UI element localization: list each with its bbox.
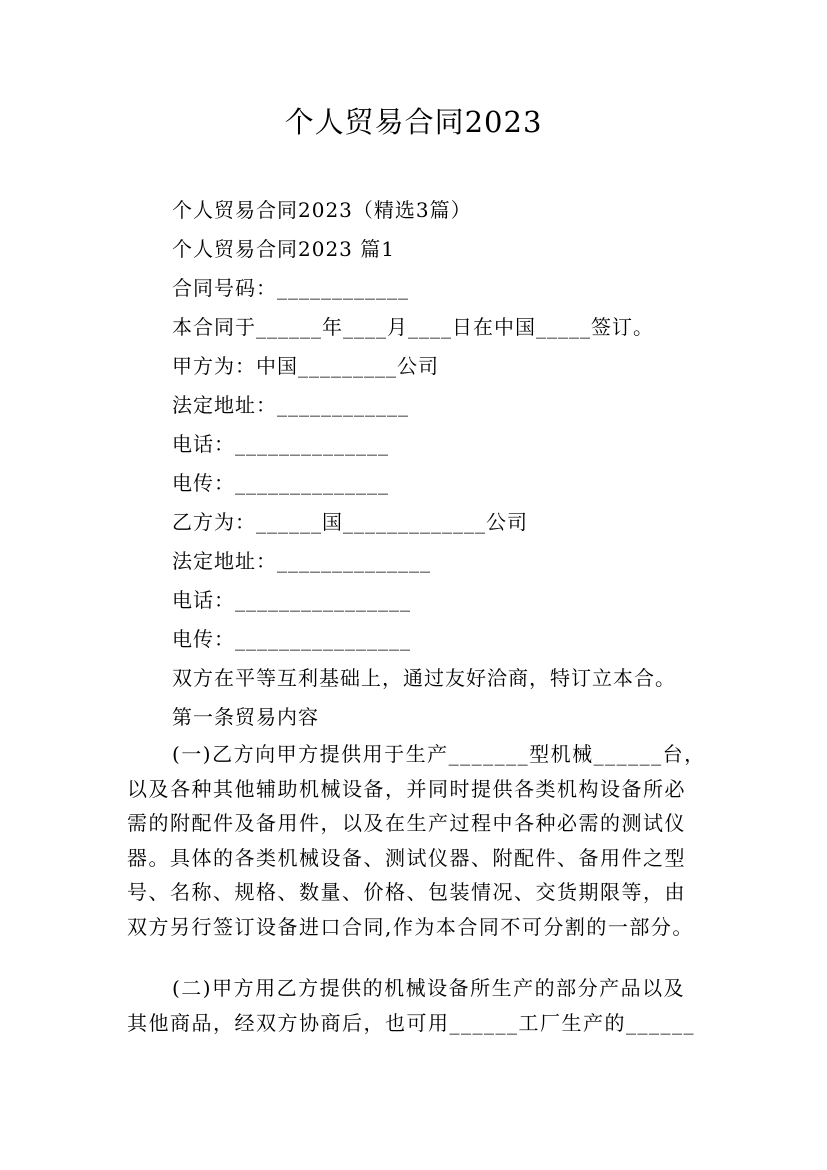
party-a-line: 甲方为：中国_________公司 bbox=[172, 354, 439, 378]
party-a-telex-line: 电传：______________ bbox=[172, 471, 389, 495]
paragraph-1-line: 以及各种其他辅助机械设备，并同时提供各类机构设备所必 bbox=[127, 776, 686, 801]
paragraph-2-line: (二)甲方用乙方提供的机械设备所生产的部分产品以及 bbox=[172, 976, 686, 1000]
document-title: 个人贸易合同2023 bbox=[284, 105, 543, 139]
party-b-address-line: 法定地址：______________ bbox=[172, 549, 431, 573]
paragraph-1-line: 需的附配件及备用件，以及在生产过程中各种必需的测试仪 bbox=[127, 811, 686, 836]
article-one-heading: 第一条贸易内容 bbox=[172, 705, 319, 729]
party-b-telex-line: 电传：________________ bbox=[172, 627, 411, 651]
party-b-phone-line: 电话：________________ bbox=[172, 588, 411, 612]
paragraph-1-line: 双方另行签订设备进口合同,作为本合同不可分割的一部分。 bbox=[127, 914, 694, 939]
party-a-phone-line: 电话：______________ bbox=[172, 432, 389, 456]
section-heading: 个人贸易合同2023 篇1 bbox=[172, 237, 395, 261]
party-b-line: 乙方为：______国_____________公司 bbox=[172, 510, 528, 534]
paragraph-1-line: (一)乙方向甲方提供用于生产_______型机械______台， bbox=[172, 742, 706, 766]
article-one-paragraph-1 bbox=[127, 737, 717, 945]
signing-date-line: 本合同于______年____月____日在中国_____签订。 bbox=[172, 315, 654, 339]
article-one-paragraph-2 bbox=[127, 971, 717, 1040]
paragraph-1-line: 器。具体的各类机械设备、测试仪器、附配件、备用件之型 bbox=[127, 845, 686, 870]
subtitle-line: 个人贸易合同2023（精选3篇） bbox=[172, 198, 472, 222]
contract-number-line: 合同号码：____________ bbox=[172, 276, 409, 300]
paragraph-1-line: 号、名称、规格、数量、价格、包装情况、交货期限等，由 bbox=[127, 880, 686, 905]
party-a-address-line: 法定地址：____________ bbox=[172, 393, 409, 417]
preamble-line: 双方在平等互利基础上，通过友好洽商，特订立本合。 bbox=[172, 666, 676, 690]
paragraph-2-line: 其他商品，经双方协商后，也可用______工厂生产的______ bbox=[127, 1010, 695, 1035]
